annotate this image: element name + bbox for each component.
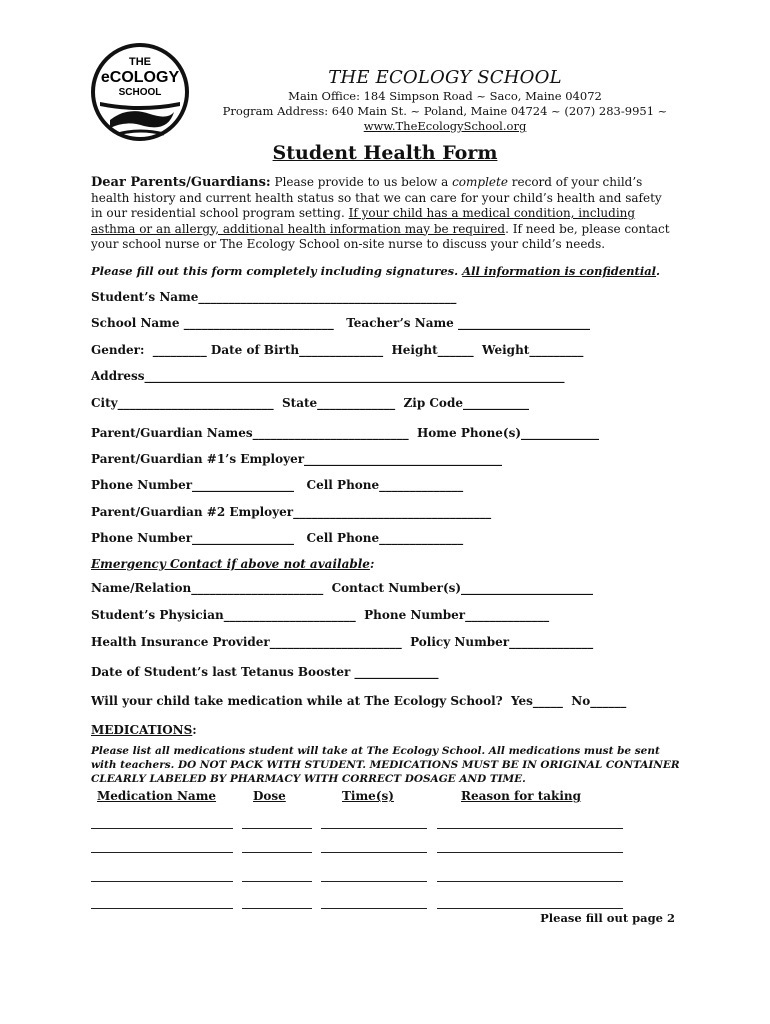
- intro-medical-note: If your child has a medical condition, including asthma or an allergy, additional health information may be required: [91, 206, 636, 236]
- form-title: Student Health Form: [272, 142, 498, 164]
- ecology-school-logo: [88, 40, 192, 144]
- note-end: .: [656, 264, 661, 278]
- reason-blank[interactable]: [437, 869, 623, 882]
- guardian2-employer-field[interactable]: Parent/Guardian #2 Employer_________________________________: [91, 505, 492, 519]
- program-address: Program Address: 640 Main St. ~ Poland, Maine 04724 ~ (207) 283-9951 ~: [222, 104, 668, 118]
- med-name-blank[interactable]: [91, 869, 233, 882]
- svg-text:THE: THE: [129, 56, 151, 68]
- dose-blank[interactable]: [242, 840, 312, 853]
- medication-row[interactable]: [91, 869, 631, 883]
- col-times: Time(s): [342, 789, 394, 803]
- tetanus-field[interactable]: Date of Student’s last Tetanus Booster ______________: [91, 665, 439, 679]
- emergency-colon: :: [369, 557, 375, 571]
- time-blank[interactable]: [321, 840, 427, 853]
- intro-complete: complete: [452, 175, 508, 189]
- guardian-names-field[interactable]: Parent/Guardian Names__________________________ Home Phone(s)_____________: [91, 426, 600, 440]
- dose-blank[interactable]: [242, 896, 312, 909]
- school-teacher-field[interactable]: School Name _________________________ Teacher’s Name ______________________: [91, 316, 590, 330]
- med-name-blank[interactable]: [91, 840, 233, 853]
- emergency-contact-heading: [91, 557, 374, 571]
- guardian1-phone-field[interactable]: Phone Number_________________ Cell Phone______________: [91, 478, 464, 492]
- medications-label: MEDICATIONS: [91, 723, 193, 737]
- physician-field[interactable]: Student’s Physician______________________ Phone Number______________: [91, 608, 550, 622]
- intro-text-b: record of your child’s health history and current health status so that we can care for your child’s health and safety in our residential school program setting.: [91, 175, 662, 220]
- note-text: Please fill out this form completely including signatures.: [91, 264, 463, 278]
- confidential-note: [91, 264, 660, 278]
- greeting: Dear Parents/Guardians:: [91, 175, 271, 190]
- medication-row[interactable]: [91, 816, 631, 830]
- guardian1-employer-field[interactable]: Parent/Guardian #1’s Employer_________________________________: [91, 452, 503, 466]
- reason-blank[interactable]: [437, 840, 623, 853]
- medications-colon: :: [192, 723, 197, 737]
- intro-text-c: . If need be, please contact your school nurse or The Ecology School on-site nurse to discuss your child’s needs.: [91, 221, 670, 251]
- medication-row[interactable]: [91, 896, 631, 910]
- main-office-address: Main Office: 184 Simpson Road ~ Saco, Maine 04072: [288, 89, 602, 103]
- medication-row[interactable]: [91, 840, 631, 854]
- reason-blank[interactable]: [437, 816, 623, 829]
- school-name: THE ECOLOGY SCHOOL: [328, 67, 562, 88]
- continue-page-note: Please fill out page 2: [540, 911, 675, 925]
- medications-heading: [91, 723, 197, 737]
- svg-text:SCHOOL: SCHOOL: [118, 87, 162, 98]
- intro-paragraph: [91, 175, 676, 253]
- student-name-field[interactable]: Student’s Name___________________________________________: [91, 290, 457, 304]
- insurance-field[interactable]: Health Insurance Provider______________________ Policy Number______________: [91, 635, 594, 649]
- emergency-label: Emergency Contact if above not available: [91, 557, 370, 571]
- medications-note: Please list all medications student will take at The Ecology School. All medications must be sent with teachers. DO NOT PACK WITH STUDENT. MEDICATIONS MUST BE IN ORIGINAL CONTAINER CLEARLY LABELED BY PHARMACY WITH CORRECT DOSAGE AND TIME.: [91, 745, 680, 785]
- gender-dob-height-weight-field[interactable]: Gender: _________ Date of Birth______________ Height______ Weight_________: [91, 343, 584, 357]
- name-relation-field[interactable]: Name/Relation______________________ Contact Number(s)______________________: [91, 581, 594, 595]
- time-blank[interactable]: [321, 896, 427, 909]
- dose-blank[interactable]: [242, 869, 312, 882]
- time-blank[interactable]: [321, 869, 427, 882]
- address-field[interactable]: Address______________________________________________________________________: [91, 369, 565, 383]
- city-state-zip-field[interactable]: City__________________________ State_____________ Zip Code___________: [91, 396, 529, 410]
- col-medication-name: Medication Name: [97, 789, 217, 803]
- med-name-blank[interactable]: [91, 816, 233, 829]
- website-link[interactable]: www.TheEcologySchool.org: [363, 119, 527, 133]
- intro-text-a: Please provide to us below a: [270, 175, 453, 189]
- svg-text:eCOLOGY: eCOLOGY: [100, 69, 180, 86]
- medication-question-field[interactable]: Will your child take medication while at The Ecology School? Yes_____ No______: [91, 694, 627, 708]
- med-name-blank[interactable]: [91, 896, 233, 909]
- note-confidential: All information is confidential: [462, 264, 657, 278]
- guardian2-phone-field[interactable]: Phone Number_________________ Cell Phone______________: [91, 531, 464, 545]
- dose-blank[interactable]: [242, 816, 312, 829]
- col-dose: Dose: [253, 789, 286, 803]
- reason-blank[interactable]: [437, 896, 623, 909]
- time-blank[interactable]: [321, 816, 427, 829]
- col-reason: Reason for taking: [461, 789, 582, 803]
